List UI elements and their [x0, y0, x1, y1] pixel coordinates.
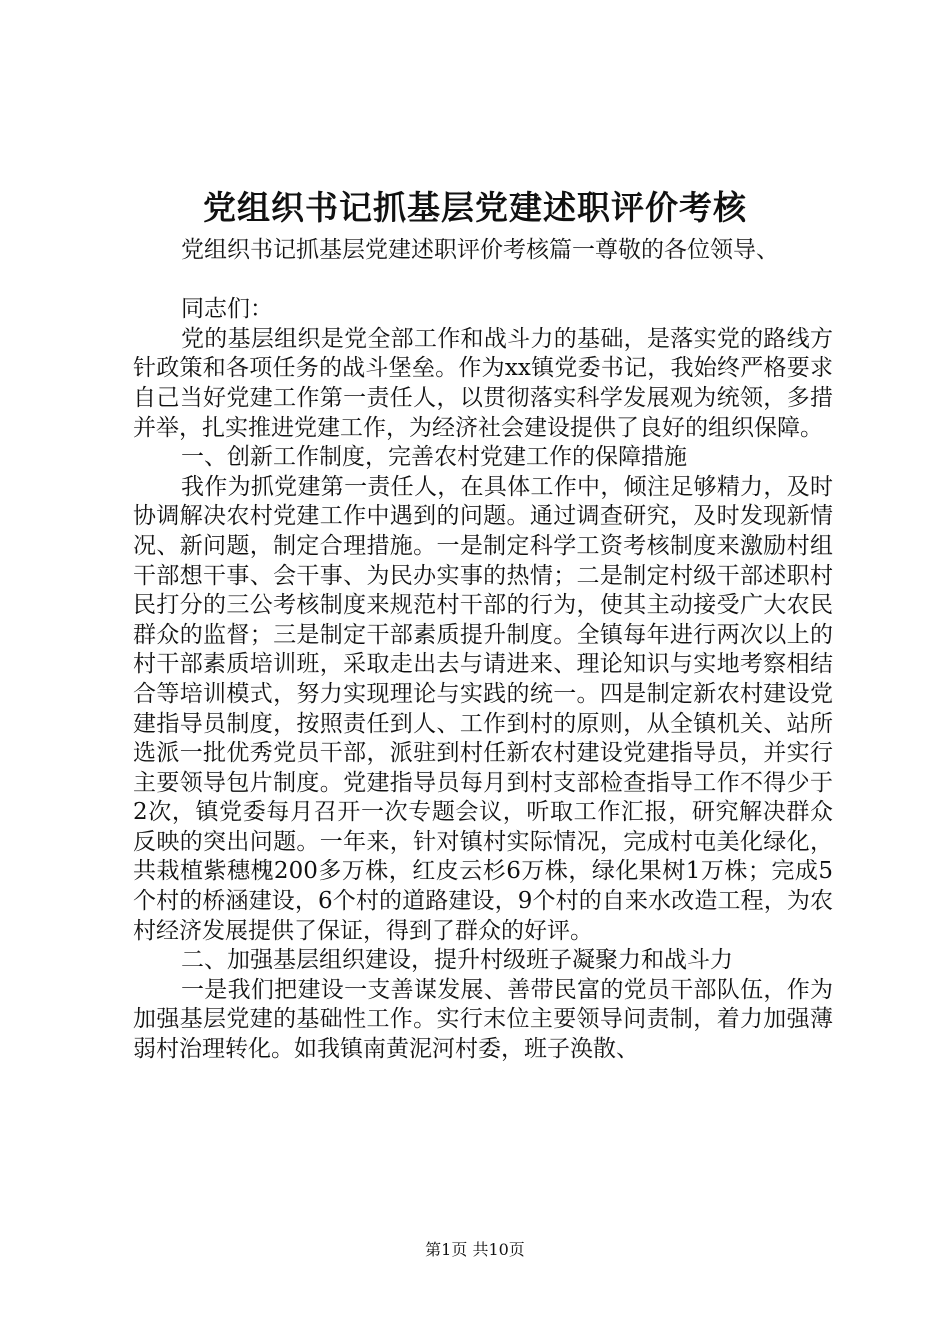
section-heading-1: 一、创新工作制度，完善农村党建工作的保障措施 [181, 444, 687, 471]
page-footer: 第1页 共10页 [425, 1240, 525, 1259]
document-body [133, 236, 833, 1065]
body-paragraph: 一是我们把建设一支善谋发展、善带民富的党员干部队伍，作为加强基层党建的基础性工作。实行末位主要领导问责制，着力加强薄弱村治理转化。如我镇南黄泥河村委，班子涣散、 [133, 976, 833, 1063]
salutation-paragraph: 同志们： [181, 296, 273, 323]
document-title: 党组织书记抓基层党建述职评价考核 [203, 188, 747, 227]
section-heading-2: 二、加强基层组织建设，提升村级班子凝聚力和战斗力 [181, 947, 733, 974]
body-paragraph: 我作为抓党建第一责任人，在具体工作中，倾注足够精力，及时协调解决农村党建工作中遇到的问题。通过调查研究，及时发现新情况、新问题，制定合理措施。一是制定科学工资考核制度来激励村组干部想干事、会干事、为民办实事的热情；二是制定村级干部述职村民打分的三公考核制度来规范村干部的行为，使其主动接受广大农民群众的监督；三是制定干部素质提升制度。全镇每年进行两次以上的村干部素质培训班，采取走出去与请进来、理论知识与实地考察相结合等培训模式，努力实现理论与实践的统一。四是制定新农村建设党建指导员制度，按照责任到人、工作到村的原则，从全镇机关、站所选派一批优秀党员干部，派驻到村任新农村建设党建指导员，并实行主要领导包片制度。党建指导员每月到村支部检查指导工作不得少于2次，镇党委每月召开一次专题会议，听取工作汇报，研究解决群众反映的突出问题。一年来，针对镇村实际情况，完成村屯美化绿化，共栽植紫穗槐200多万株，红皮云杉6万株，绿化果树1万株；完成5个村的桥涵建设，6个村的道路建设，9个村的自来水改造工程，为农村经济发展提供了保证，得到了群众的好评。 [133, 473, 833, 944]
intro-paragraph: 党组织书记抓基层党建述职评价考核篇一尊敬的各位领导、 [181, 237, 779, 263]
body-paragraph: 党的基层组织是党全部工作和战斗力的基础，是落实党的路线方针政策和各项任务的战斗堡垒。作为xx镇党委书记，我始终严格要求自己当好党建工作第一责任人，以贯彻落实科学发展观为统领，多措并举，扎实推进党建工作，为经济社会建设提供了良好的组织保障。 [133, 325, 833, 441]
